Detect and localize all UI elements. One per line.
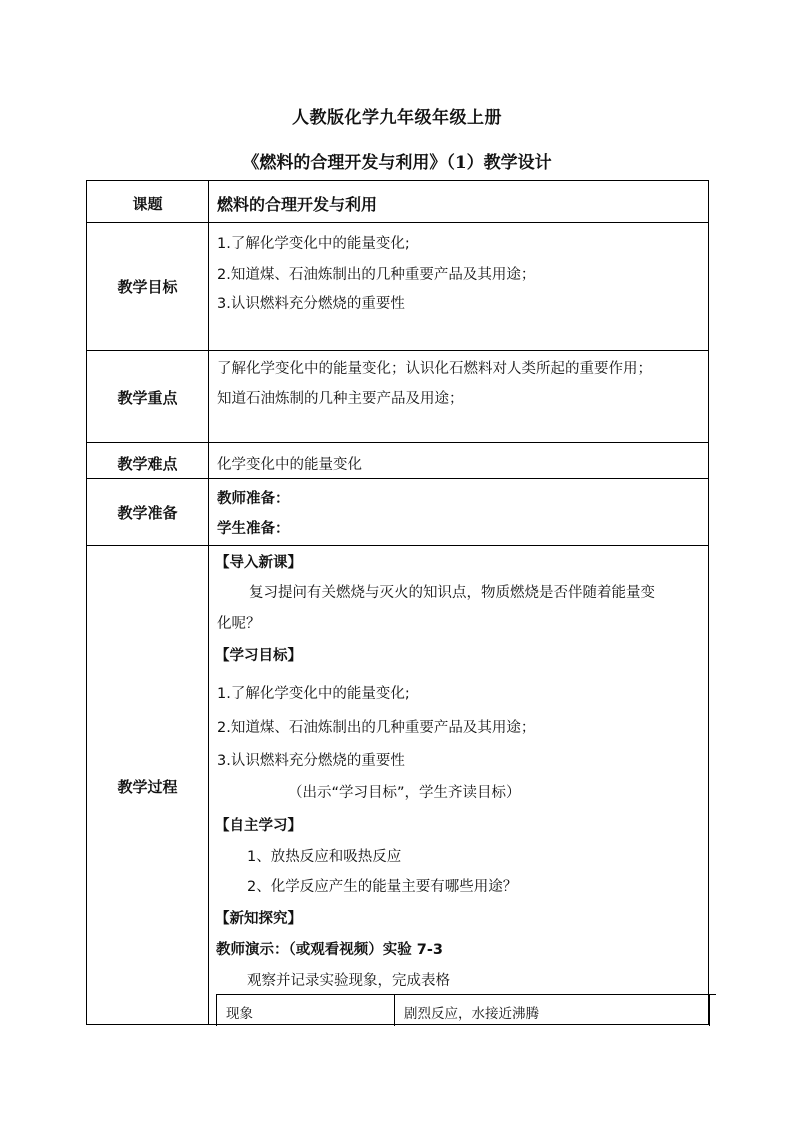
objectives-label: 教学目标 [117, 278, 178, 296]
objective-item: 3.认识燃料充分燃烧的重要性 [217, 296, 405, 312]
results-table [216, 994, 716, 1026]
self-study-item: 1、放热反应和吸热反应 [247, 849, 402, 865]
goals-heading: 【学习目标】 [215, 648, 302, 664]
observe-instruction: 观察并记录实验现象，完成表格 [247, 973, 450, 989]
key-points-label: 教学重点 [117, 389, 178, 407]
results-table-top-border [216, 994, 716, 995]
intro-text: 化呢？ [217, 616, 261, 632]
intro-text: 复习提问有关燃烧与灭火的知识点，物质燃烧是否伴随着能量变 [249, 585, 655, 601]
results-cell-phenomenon-value: 剧烈反应，水接近沸腾 [404, 1006, 539, 1022]
results-cell-phenomenon-label: 现象 [226, 1006, 253, 1022]
column-divider [208, 181, 209, 1024]
preparation-label: 教学准备 [117, 504, 178, 522]
row-divider [87, 442, 708, 443]
document-title: 人教版化学九年级年级上册 [292, 108, 502, 128]
row-divider [87, 545, 708, 546]
teacher-demo: 教师演示：（或观看视频）实验 7-3 [216, 942, 443, 958]
lesson-plan-table [86, 180, 709, 1025]
objective-item: 1.了解化学变化中的能量变化; [217, 236, 410, 252]
goal-item: 1.了解化学变化中的能量变化; [217, 686, 410, 702]
key-point-item: 知道石油炼制的几种主要产品及用途； [217, 391, 464, 407]
topic-value: 燃料的合理开发与利用 [217, 195, 378, 214]
document-subtitle: 《燃料的合理开发与利用》（1）教学设计 [242, 153, 552, 173]
results-table-divider [709, 994, 710, 1026]
key-point-item: 了解化学变化中的能量变化；认识化石燃料对人类所起的重要作用； [217, 361, 652, 377]
process-label: 教学过程 [117, 778, 178, 796]
explore-heading: 【新知探究】 [215, 911, 302, 927]
row-divider [87, 350, 708, 351]
student-preparation: 学生准备： [217, 521, 290, 537]
goal-item: 3.认识燃料充分燃烧的重要性 [217, 753, 405, 769]
results-table-divider [394, 994, 395, 1026]
results-table-divider [216, 994, 217, 1026]
difficulty-label: 教学难点 [117, 455, 178, 473]
intro-heading: 【导入新课】 [215, 555, 302, 571]
self-study-heading: 【自主学习】 [215, 818, 302, 834]
goals-note: （出示“学习目标”，学生齐读目标） [288, 785, 521, 801]
teacher-preparation: 教师准备： [217, 491, 290, 507]
difficulty-value: 化学变化中的能量变化 [217, 457, 362, 473]
topic-label: 课题 [132, 195, 163, 213]
objective-item: 2.知道煤、石油炼制出的几种重要产品及其用途； [217, 267, 536, 283]
row-divider [87, 222, 708, 223]
row-divider [87, 478, 708, 479]
goal-item: 2.知道煤、石油炼制出的几种重要产品及其用途； [217, 720, 536, 736]
self-study-item: 2、化学反应产生的能量主要有哪些用途？ [247, 879, 518, 895]
